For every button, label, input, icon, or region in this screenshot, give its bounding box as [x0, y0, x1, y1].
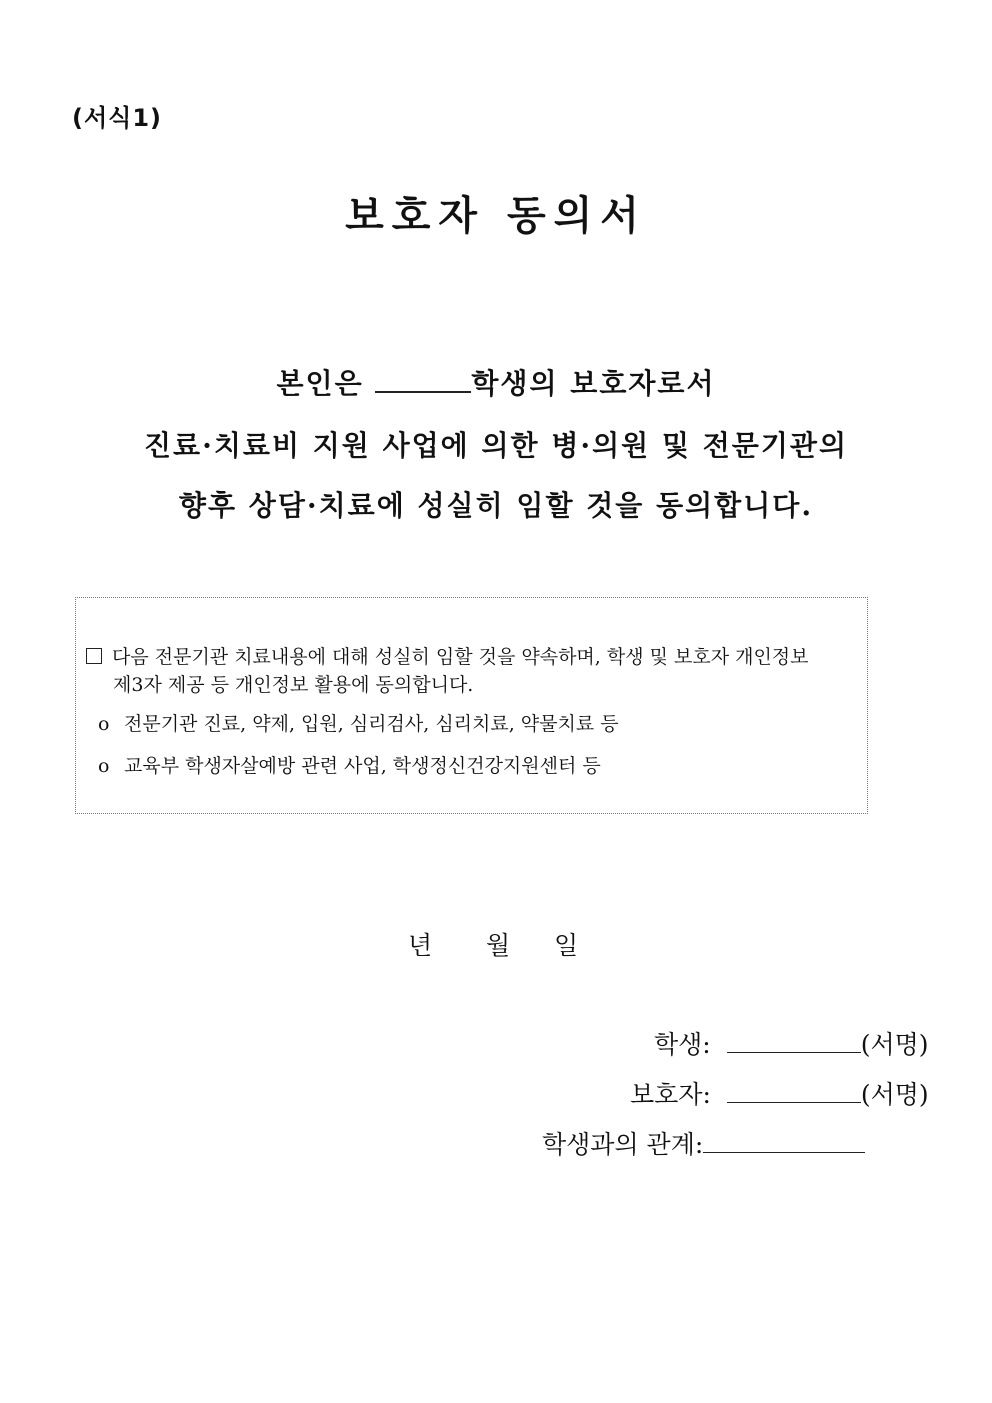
student-label: 학생:	[654, 1030, 711, 1059]
declaration-line-1	[0, 362, 992, 402]
student-sign-suffix: (서명)	[860, 1030, 929, 1059]
consent-text-line-2: 제3자 제공 등 개인정보 활용에 동의합니다.	[113, 674, 474, 696]
guardian-signature-line[interactable]	[727, 1076, 861, 1103]
declaration-line-3: 향후 상담·치료에 성실히 임할 것을 동의합니다.	[178, 489, 814, 522]
consent-checkbox[interactable]	[86, 648, 102, 664]
relation-row	[542, 1126, 865, 1161]
form-number-label: (서식1)	[72, 104, 163, 132]
student-name-blank[interactable]	[375, 367, 471, 393]
date-row	[408, 926, 578, 962]
date-month-label: 월	[486, 931, 511, 960]
student-signature-line[interactable]	[727, 1026, 861, 1053]
consent-text-line-1: 다음 전문기관 치료내용에 대해 성실히 임할 것을 약속하며, 학생 및 보호자 개인정보	[112, 646, 809, 668]
bullet-text: 교육부 학생자살예방 관련 사업, 학생정신건강지원센터 등	[124, 755, 601, 777]
student-signature-row	[654, 1026, 929, 1061]
consent-bullet-item	[98, 710, 619, 738]
declaration-line-2: 진료·치료비 지원 사업에 의한 병·의원 및 전문기관의	[144, 429, 848, 462]
guardian-sign-suffix: (서명)	[860, 1080, 929, 1109]
relation-line[interactable]	[703, 1126, 865, 1153]
bullet-mark: o	[98, 755, 110, 777]
consent-statement	[86, 643, 866, 699]
guardian-label: 보호자:	[630, 1080, 711, 1109]
date-day-label: 일	[554, 931, 579, 960]
document-title: 보호자 동의서	[345, 192, 647, 239]
consent-box	[75, 597, 868, 814]
guardian-signature-row	[630, 1076, 929, 1111]
relation-label: 학생과의 관계:	[542, 1130, 704, 1159]
consent-bullet-item	[98, 752, 601, 780]
declaration-prefix: 본인은	[276, 367, 364, 400]
declaration-suffix: 학생의 보호자로서	[471, 367, 716, 400]
bullet-text: 전문기관 진료, 약제, 입원, 심리검사, 심리치료, 약물치료 등	[124, 713, 619, 735]
bullet-mark: o	[98, 713, 110, 735]
date-year-label: 년	[408, 931, 433, 960]
